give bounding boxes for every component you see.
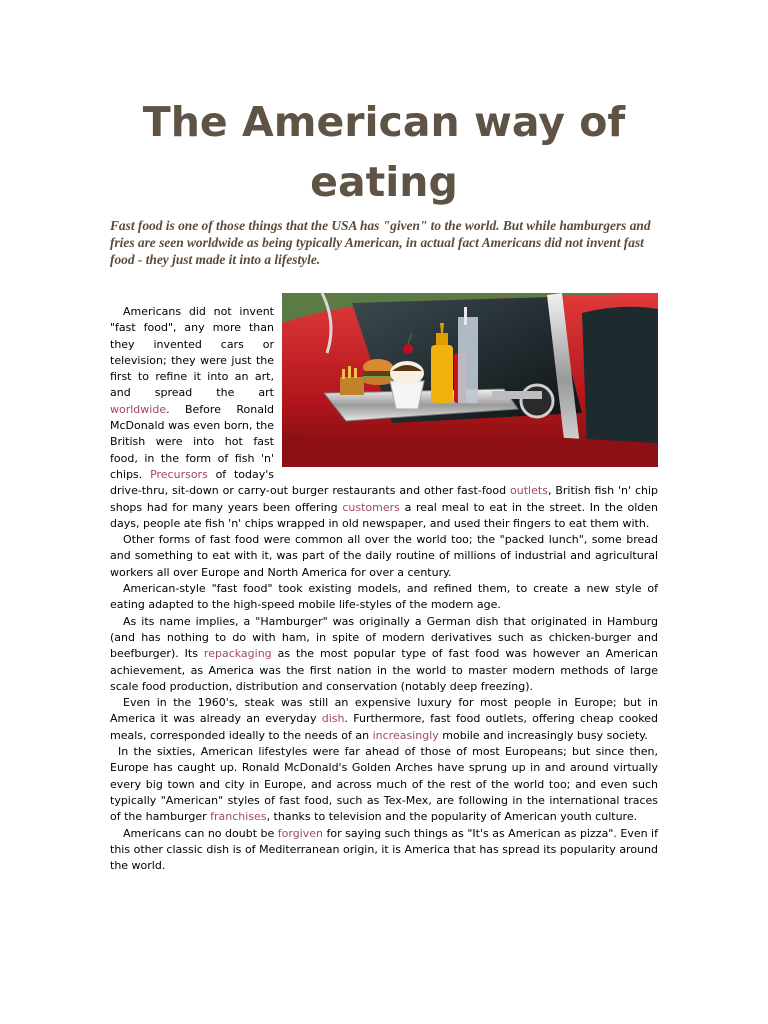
p6-text-2: , thanks to television and the popularity of American youth culture. (266, 810, 638, 824)
paragraph-5 (110, 695, 658, 744)
p4-text-1: As its name implies, a "Hamburger" was originally a German dish that originated in Hamburg (and has nothing to do with ham, in spite of modern derivatives such as chicken-burger and beefburger). Its (110, 614, 658, 661)
burger-icon (363, 359, 393, 385)
p1-text-5: a real meal to eat in the street. In the olden days, people ate fish 'n' chips wrapped in old newspaper, and used their fingers to eat them with. (110, 500, 659, 530)
p5-text-2: . Furthermore, fast food outlets, offering cheap cooked meals, corresponded ideally to the needs of an (110, 712, 658, 742)
p7-text-1: Americans can no doubt be (123, 826, 278, 840)
page-title: The American way of eating (142, 98, 626, 206)
keyword-outlets: outlets (510, 484, 548, 498)
p1-text-1: Americans did not invent "fast food", any more than they invented cars or television; they were just the first to refine it into an art, and spread the art (110, 305, 274, 400)
p5-text-3: mobile and increasingly busy society. (438, 728, 648, 742)
keyword-franchises: franchises (210, 810, 267, 824)
drive-in-photo (282, 293, 658, 467)
article-body (110, 304, 658, 874)
keyword-worldwide: worldwide (110, 402, 167, 416)
car-tray-illustration (282, 293, 658, 467)
paragraph-4 (110, 614, 658, 695)
lead-paragraph: Fast food is one of those things that the USA has "given" to the world. But while hamburgers and fries are seen worldwide as being typically American, in actual fact Americans did not invent fast food - they just made it into a lifestyle. (110, 218, 651, 267)
paragraph-7 (110, 826, 658, 875)
p1-text-3: of today's drive-thru, sit-down or carry-out burger restaurants and other fast-food (110, 467, 511, 498)
p6-text-1: In the sixties, American lifestyles were far ahead of those of most Europeans; but since then, Europe has caught up. Ronald McDonald's Golden Arches have sprung up in and around virtually every big town and city in Europe, and across much of the rest of the world too; and even such typically "American" styles of fast food, such as Tex-Mex, are following in the international traces of the hamburger (110, 745, 658, 824)
keyword-precursors: Precursors (150, 467, 208, 481)
keyword-forgiven: forgiven (277, 826, 323, 840)
keyword-repackaging: repackaging (203, 647, 272, 661)
keyword-increasingly: increasingly (372, 728, 439, 742)
p1-text-4: , British fish 'n' chip shops had for many years been offering (110, 484, 658, 514)
p4-text-2: as the most popular type of fast food was however an American achievement, as America was the first nation in the world to master modern methods of large scale food production, distribution and conservation (notably deep freezing). (110, 647, 658, 693)
paragraph-2: Other forms of fast food were common all over the world too; the "packed lunch", some bread and something to eat with it, was part of the daily routine of millions of industrial and agricultural workers all over Europe and North America for over a century. (110, 533, 658, 579)
paragraph-6 (110, 744, 658, 825)
p7-text-2: for saying such things as "It's as American as pizza". Even if this other classic dish is of Mediterranean origin, it is America that has spread its popularity around the world. (110, 826, 658, 873)
keyword-dish: dish (321, 712, 345, 726)
keyword-customers: customers (342, 500, 400, 514)
paragraph-3: American-style "fast food" took existing models, and refined them, to create a new style of eating adapted to the high-speed mobile life-styles of the modern age. (110, 582, 658, 612)
straw-cup-icon (458, 307, 478, 403)
p5-text-1: Even in the 1960's, steak was still an expensive luxury for most people in Europe; but in America it was already an everyday (110, 696, 658, 726)
p1-text-2: . Before Ronald McDonald was even born, the British were into hot fast food, in the form of fish 'n' chips. (110, 402, 274, 481)
